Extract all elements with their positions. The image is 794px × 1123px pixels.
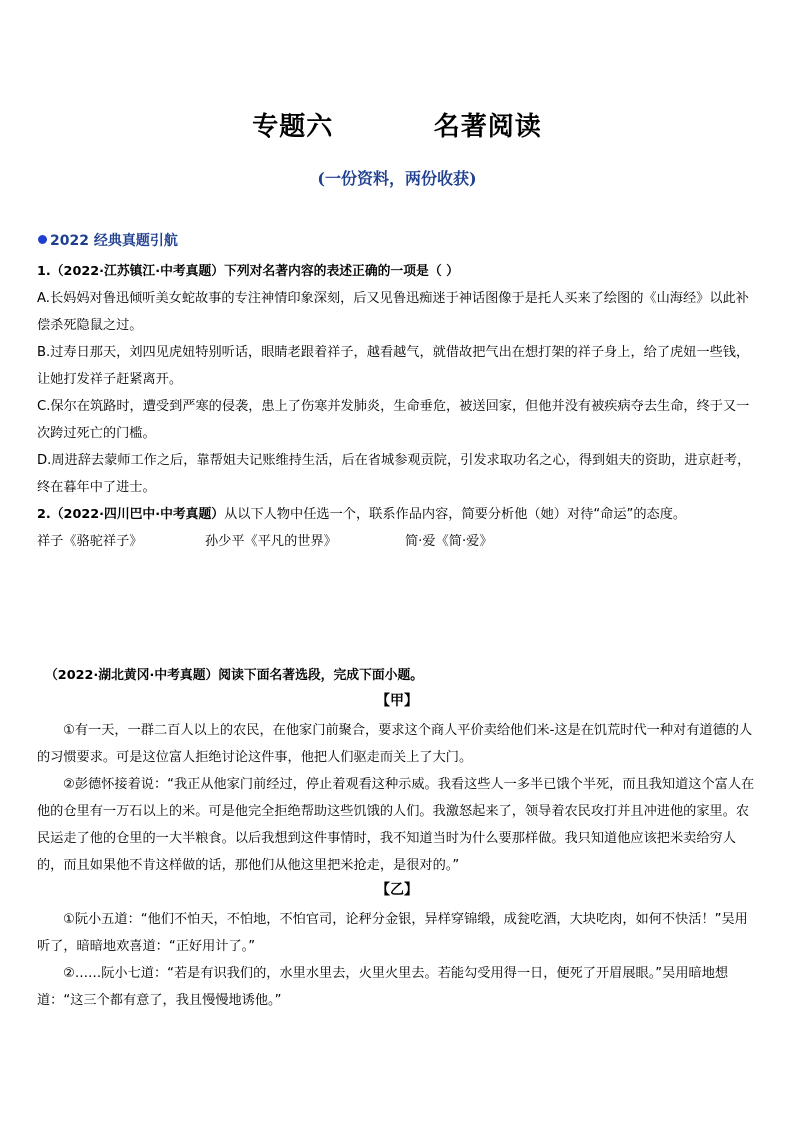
- page-subtitle: (一份资料，两份收获): [317, 169, 477, 188]
- excerpt-jia-paragraph-2: ②彭德怀接着说：“我正从他家门前经过，停止着观看这种示威。我看这些人一多半已饿个半死，而且我知道这个富人在他的仓里有一万石以上的米。可是他完全拒绝帮助这些饥饿的人们。我激怒起来了，领导着农民攻打并且冲进他的家里。农民运走了他的仓里的一大半粮食。以后我想到这件事情时，我不知道当时为什么要那样做。我只知道他应该把米卖给穷人的，而且如果他不肯这样做的话，那他们从他这里把米抢走，是很对的。”: [37, 777, 755, 873]
- question-2-stem: [37, 501, 757, 528]
- excerpt-yi-paragraph-1: ①阮小五道：“他们不怕天，不怕地，不怕官司，论秤分金银，异样穿锦缎，成瓮吃酒，大块吃肉，如何不快活！”吴用听了，暗暗地欢喜道：“正好用计了。”: [37, 912, 748, 954]
- question-1-option-b: B.过寿日那天，刘四见虎妞特别听话，眼睛老跟着祥子，越看越气，就借故把气出在想打架的祥子身上，给了虎妞一些钱，让她打发祥子赶紧离开。: [37, 345, 750, 387]
- question-2-source: 2.（2022·四川巴中·中考真题）: [37, 507, 225, 522]
- page-title: 专题六 名著阅读: [252, 112, 542, 142]
- question-2-prompt: 从以下人物中任选一个，联系作品内容，简要分析他（她）对待“命运”的态度。: [224, 507, 687, 522]
- passage-heading: （2022·湖北黄冈·中考真题）阅读下面名著选段，完成下面小题。: [45, 668, 424, 683]
- character-option-2: 孙少平《平凡的世界》: [205, 534, 337, 549]
- bullet-dot-icon: [38, 235, 47, 244]
- question-1-stem: 1.（2022·江苏镇江·中考真题）下列对名著内容的表述正确的一项是（ ）: [37, 264, 459, 279]
- character-option-3: 简·爱《简·爱》: [405, 534, 493, 549]
- section-heading: [38, 230, 178, 250]
- excerpt-jia-label: 【甲】: [376, 693, 418, 709]
- character-option-1: 祥子《骆驼祥子》: [37, 534, 143, 549]
- excerpt-jia-paragraph-1: ①有一天，一群二百人以上的农民，在他家门前聚合，要求这个商人平价卖给他们米-这是在饥荒时代一种对有道德的人的习惯要求。可是这位富人拒绝讨论这件事，他把人们驱走而关上了大门。: [37, 723, 753, 765]
- character-options: [37, 528, 493, 555]
- question-1-option-a: A.长妈妈对鲁迅倾听美女蛇故事的专注神情印象深刻，后又见鲁迅痴迷于神话图像于是托人买来了绘图的《山海经》以此补偿杀死隐鼠之过。: [37, 291, 749, 333]
- excerpt-yi-label: 【乙】: [376, 882, 418, 898]
- question-1-option-d: D.周进辞去蒙师工作之后，靠帮姐夫记账维持生活，后在省城参观贡院，引发求取功名之心，得到姐夫的资助，进京赶考，终在暮年中了进士。: [37, 453, 751, 495]
- section-heading-label: 2022 经典真题引航: [50, 233, 178, 249]
- question-1-option-c: C.保尔在筑路时，遭受到严寒的侵袭，患上了伤寒并发肺炎，生命垂危，被送回家，但他并没有被疾病夺去生命，终于又一次跨过死亡的门槛。: [37, 399, 750, 441]
- excerpt-yi-paragraph-2: ②……阮小七道：“若是有识我们的，水里水里去，火里火里去。若能勾受用得一日，便死了开眉展眼。”吴用暗地想道：“这三个都有意了，我且慢慢地诱他。”: [37, 966, 729, 1008]
